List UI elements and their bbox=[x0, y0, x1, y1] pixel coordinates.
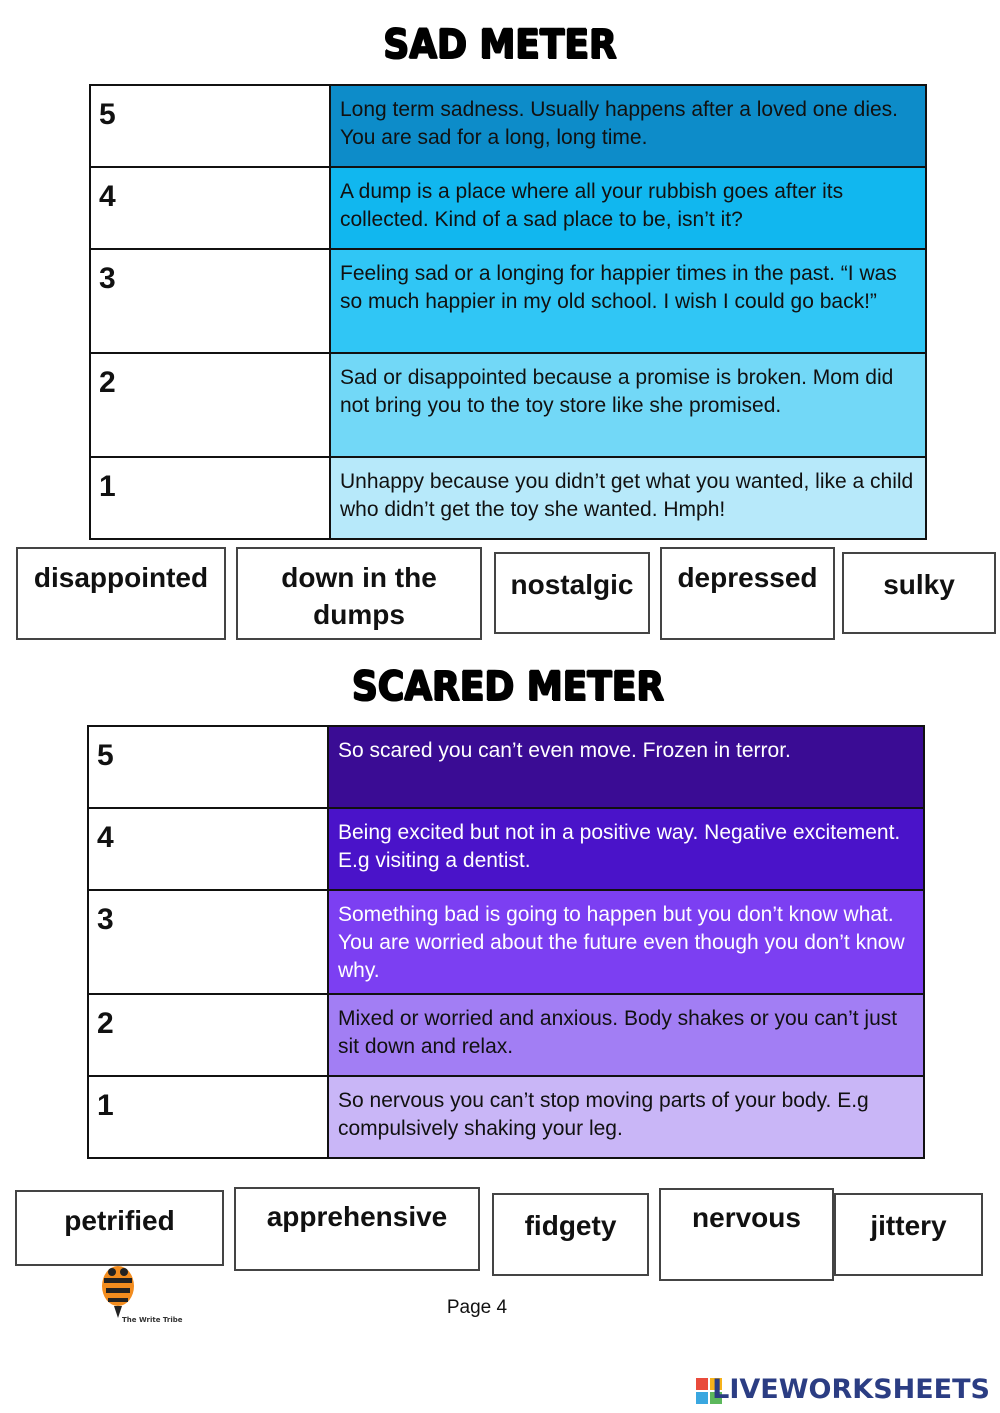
word-card-nostalgic[interactable]: nostalgic bbox=[494, 552, 650, 634]
scared-level-description: So nervous you can’t stop moving parts of your body. E.g compulsively shaking your leg. bbox=[328, 1076, 924, 1158]
scared-meter-title: SCARED METER bbox=[351, 664, 665, 710]
sad-level-number[interactable]: 1 bbox=[90, 457, 330, 539]
sad-row-4 bbox=[90, 167, 926, 249]
word-card-nervous[interactable]: nervous bbox=[659, 1188, 834, 1281]
word-card-disappointed[interactable]: disappointed bbox=[16, 547, 226, 640]
sad-level-number[interactable]: 3 bbox=[90, 249, 330, 353]
scared-row-2 bbox=[88, 994, 924, 1076]
sad-row-1 bbox=[90, 457, 926, 539]
sad-row-5 bbox=[90, 85, 926, 167]
scared-level-description: Mixed or worried and anxious. Body shakes or you can’t just sit down and relax. bbox=[328, 994, 924, 1076]
scared-level-description: Being excited but not in a positive way. Negative excitement. E.g visiting a dentist. bbox=[328, 808, 924, 890]
sad-level-number[interactable]: 4 bbox=[90, 167, 330, 249]
sad-level-description: Long term sadness. Usually happens after a loved one dies. You are sad for a long, long time. bbox=[330, 85, 926, 167]
scared-row-3 bbox=[88, 890, 924, 994]
sad-meter-table bbox=[89, 84, 927, 540]
scared-level-number[interactable]: 2 bbox=[88, 994, 328, 1076]
sad-level-description: Unhappy because you didn’t get what you wanted, like a child who didn’t get the toy she wanted. Hmph! bbox=[330, 457, 926, 539]
page-number: Page 4 bbox=[446, 1297, 508, 1318]
scared-level-description: Something bad is going to happen but you don’t know what. You are worried about the future even though you don’t know why. bbox=[328, 890, 924, 994]
logo-text: The Write Tribe bbox=[122, 1316, 183, 1324]
word-card-down-in-the-dumps[interactable]: down in the dumps bbox=[236, 547, 482, 640]
sad-row-2 bbox=[90, 353, 926, 457]
sad-level-number[interactable]: 2 bbox=[90, 353, 330, 457]
scared-row-4 bbox=[88, 808, 924, 890]
word-card-jittery[interactable]: jittery bbox=[834, 1193, 983, 1276]
scared-row-5 bbox=[88, 726, 924, 808]
sad-level-description: Sad or disappointed because a promise is broken. Mom did not bring you to the toy store like she promised. bbox=[330, 353, 926, 457]
sad-level-number[interactable]: 5 bbox=[90, 85, 330, 167]
scared-level-description: So scared you can’t even move. Frozen in terror. bbox=[328, 726, 924, 808]
sad-level-description: Feeling sad or a longing for happier times in the past. “I was so much happier in my old school. I wish I could go back!” bbox=[330, 249, 926, 353]
scared-row-1 bbox=[88, 1076, 924, 1158]
scared-level-number[interactable]: 1 bbox=[88, 1076, 328, 1158]
word-card-sulky[interactable]: sulky bbox=[842, 552, 996, 634]
sad-level-description: A dump is a place where all your rubbish goes after its collected. Kind of a sad place to be, isn’t it? bbox=[330, 167, 926, 249]
scared-level-number[interactable]: 5 bbox=[88, 726, 328, 808]
word-card-petrified[interactable]: petrified bbox=[15, 1190, 224, 1266]
scared-level-number[interactable]: 4 bbox=[88, 808, 328, 890]
word-card-fidgety[interactable]: fidgety bbox=[492, 1193, 649, 1276]
sad-meter-title: SAD METER bbox=[383, 22, 617, 68]
scared-level-number[interactable]: 3 bbox=[88, 890, 328, 994]
word-card-depressed[interactable]: depressed bbox=[660, 547, 835, 640]
scared-meter-table bbox=[87, 725, 925, 1159]
sad-row-3 bbox=[90, 249, 926, 353]
word-card-apprehensive[interactable]: apprehensive bbox=[234, 1187, 480, 1271]
liveworksheets-brand: LIVEWORKSHEETS bbox=[712, 1374, 990, 1405]
